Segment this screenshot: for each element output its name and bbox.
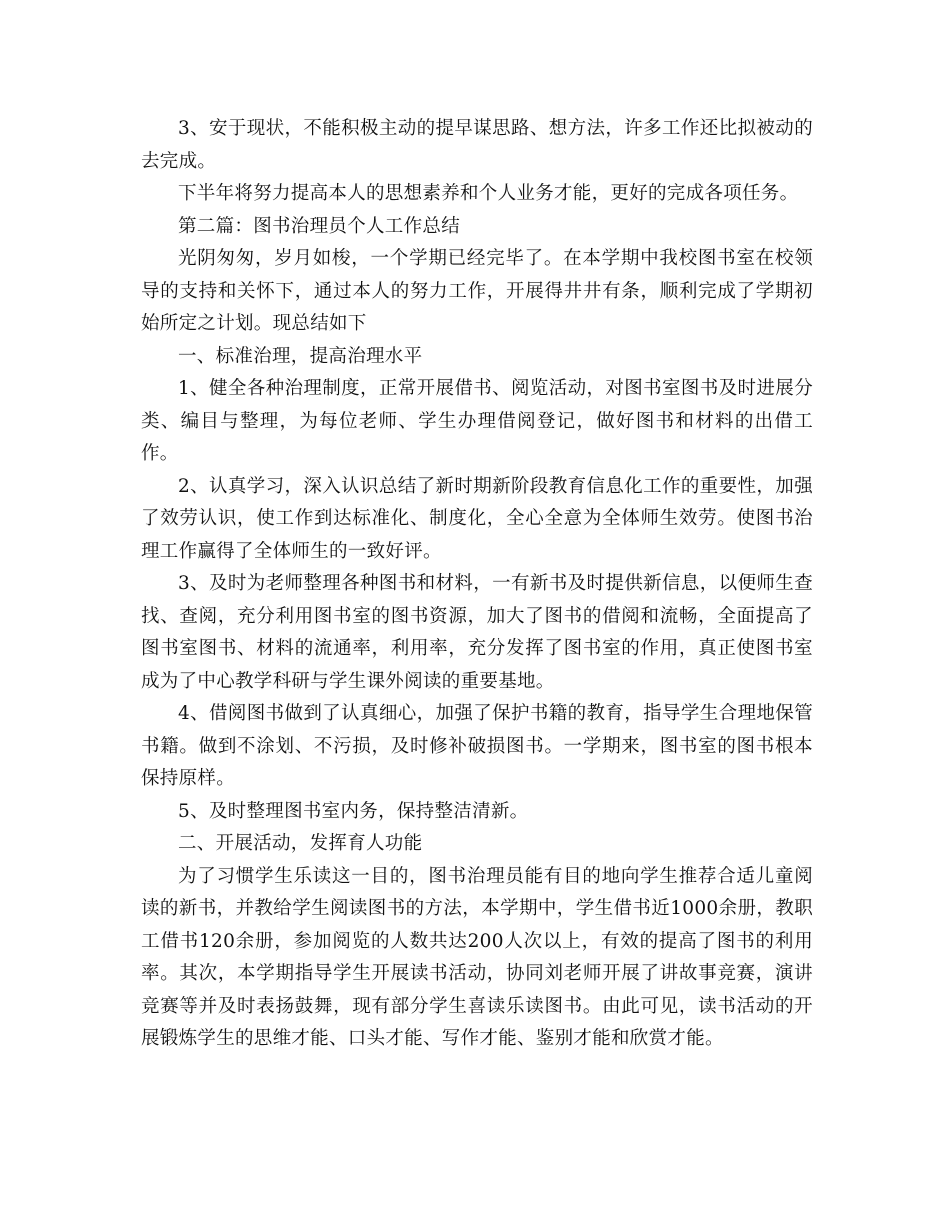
paragraph-item-2: 2、认真学习，深入认识总结了新时期新阶段教育信息化工作的重要性，加强了效劳认识，使工作到达标准化、制度化，全心全意为全体师生效劳。使图书治理工作赢得了全体师生的一致好评。 [141,475,813,562]
paragraph-item-5: 5、及时整理图书室内务，保持整洁清新。 [178,800,529,822]
heading-activities: 二、开展活动，发挥育人功能 [178,833,423,854]
paragraph-item-1: 1、健全各种治理制度，正常开展借书、阅览活动，对图书室图书及时进展分类、编目与整理，为每位老师、学生办理借阅登记，做好图书和材料的出借工作。 [141,378,813,464]
section-heading-part-two: 第二篇：图书治理员个人工作总结 [178,215,461,237]
paragraph-intro: 光阴匆匆，岁月如梭，一个学期已经完毕了。在本学期中我校图书室在校领导的支持和关怀下，通过本人的努力工作，开展得井井有条，顺利完成了学期初始所定之计划。现总结如下 [141,248,813,334]
heading-standard-management: 一、标准治理，提高治理水平 [178,345,423,367]
paragraph-item-3: 3、及时为老师整理各种图书和材料，一有新书及时提供新信息，以便师生查找、查阅，充分利用图书室的图书资源，加大了图书的借阅和流畅，全面提高了图书室图书、材料的流通率，利用率，充分发挥了图书室的作用，真正使图书室成为了中心教学科研与学生课外阅读的重要基地。 [141,573,813,692]
paragraph-shortcomings-3: 3、安于现状，不能积极主动的提早谋思路、想方法，许多工作还比拟被动的去完成。 [141,118,813,172]
paragraph-item-4: 4、借阅图书做到了认真细心，加强了保护书籍的教育，指导学生合理地保管书籍。做到不涂划、不污损，及时修补破损图书。一学期来，图书室的图书根本保持原样。 [141,703,813,789]
document-body [141,113,813,1056]
paragraph-activities-body: 为了习惯学生乐读这一目的，图书治理员能有目的地向学生推荐合适儿童阅读的新书，并教给学生阅读图书的方法，本学期中，学生借书近1000余册，教职工借书120余册，参加阅览的人数共达200人次以上，有效的提高了图书的利用率。其次，本学期指导学生开展读书活动，协同刘老师开展了讲故事竞赛，演讲竞赛等并及时表扬鼓舞，现有部分学生喜读乐读图书。由此可见，读书活动的开展锻炼学生的思维才能、口头才能、写作才能、鉴别才能和欣赏才能。 [141,865,813,1049]
paragraph-next-half-plan: 下半年将努力提高本人的思想素养和个人业务才能，更好的完成各项任务。 [178,183,799,204]
